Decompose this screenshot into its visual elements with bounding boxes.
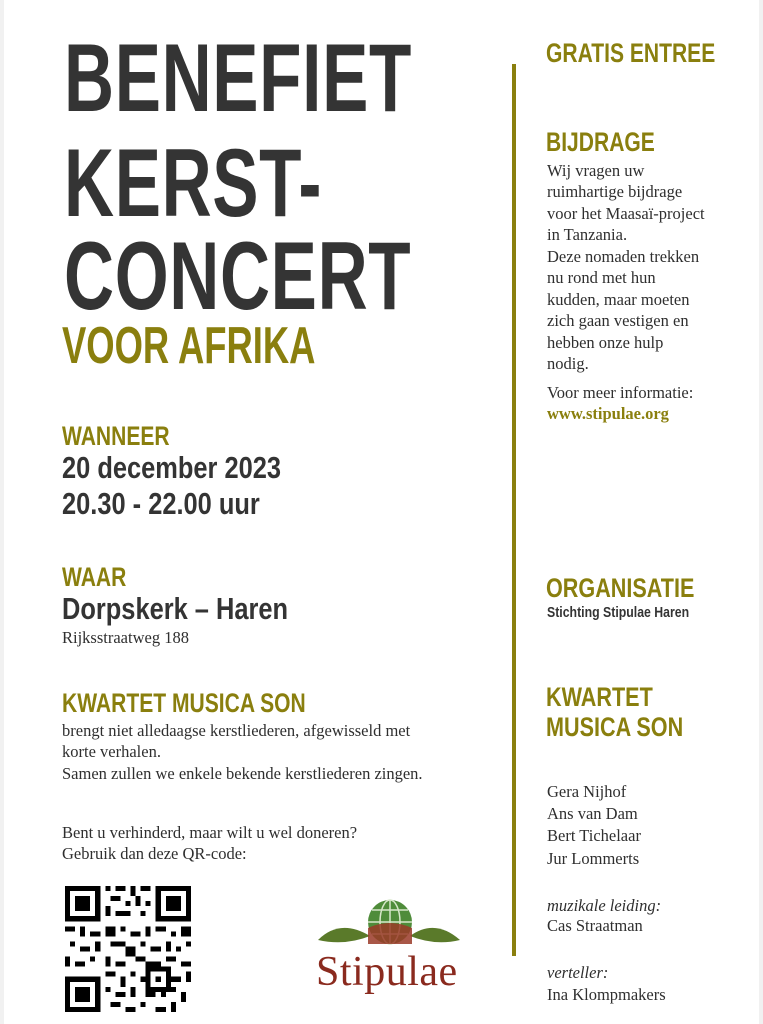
contribution-line: Deze nomaden trekken	[547, 247, 700, 266]
quartet-desc-line: korte verhalen.	[62, 742, 161, 761]
quartet-desc-line: brengt niet alledaagse kerstliederen, afgewisseld met	[62, 721, 411, 740]
narrator-label: verteller:	[547, 963, 609, 982]
quartet-desc-line: Samen zullen we enkele bekende kerstliederen zingen.	[62, 764, 423, 783]
contribution-line: zich gaan vestigen en	[547, 311, 689, 330]
contribution-line: hebben onze hulp	[547, 333, 664, 352]
title-line-3: CONCERT	[64, 222, 412, 331]
column-divider	[512, 64, 516, 956]
donate-line: Gebruik dan deze QR-code:	[62, 844, 247, 863]
leaf-left-icon	[318, 928, 370, 942]
quartet-sidebar-heading-1: KWARTET	[546, 682, 653, 712]
venue-address: Rijksstraatweg 188	[62, 628, 189, 647]
organisation-heading: ORGANISATIE	[546, 573, 695, 603]
member-name: Ans van Dam	[547, 804, 638, 823]
contribution-heading: BIJDRAGE	[546, 127, 655, 157]
venue-name: Dorpskerk – Haren	[62, 591, 289, 626]
musical-lead-label: muzikale leiding:	[547, 896, 662, 915]
title-line-1: BENEFIET	[64, 24, 412, 133]
where-heading: WAAR	[62, 562, 127, 592]
poster	[4, 0, 759, 1024]
quartet-heading: KWARTET MUSICA SON	[62, 688, 306, 718]
free-entry-heading: GRATIS ENTREE	[546, 38, 716, 68]
contribution-line: voor het Maasaï-project	[547, 204, 705, 223]
contribution-line: ruimhartige bijdrage	[547, 182, 683, 201]
title-line-2: KERST-	[64, 129, 323, 238]
logo-wordmark: Stipulae	[316, 949, 458, 995]
website-link[interactable]: www.stipulae.org	[547, 404, 669, 423]
contribution-line: Wij vragen uw	[547, 161, 645, 180]
event-date: 20 december 2023	[62, 450, 282, 485]
member-name: Bert Tichelaar	[547, 826, 641, 845]
member-name: Jur Lommerts	[547, 849, 640, 868]
when-heading: WANNEER	[62, 421, 170, 451]
member-name: Gera Nijhof	[547, 782, 627, 801]
narrator-name: Ina Klompmakers	[547, 985, 666, 1004]
more-info-label: Voor meer informatie:	[547, 383, 694, 402]
contribution-line: nu rond met hun	[547, 268, 656, 287]
event-time: 20.30 - 22.00 uur	[62, 486, 260, 521]
leaf-right-icon	[410, 928, 460, 942]
contribution-line: kudden, maar moeten	[547, 290, 690, 309]
qr-code[interactable]	[65, 886, 191, 1012]
donate-line: Bent u verhinderd, maar wilt u wel doneren?	[62, 823, 358, 842]
contribution-line: in Tanzania.	[547, 225, 628, 244]
quartet-sidebar-heading-2: MUSICA SON	[546, 712, 684, 742]
musical-lead-name: Cas Straatman	[547, 916, 643, 935]
contribution-line: nodig.	[547, 354, 589, 373]
subtitle: VOOR AFRIKA	[62, 317, 316, 375]
organisation-name: Stichting Stipulae Haren	[547, 604, 690, 621]
